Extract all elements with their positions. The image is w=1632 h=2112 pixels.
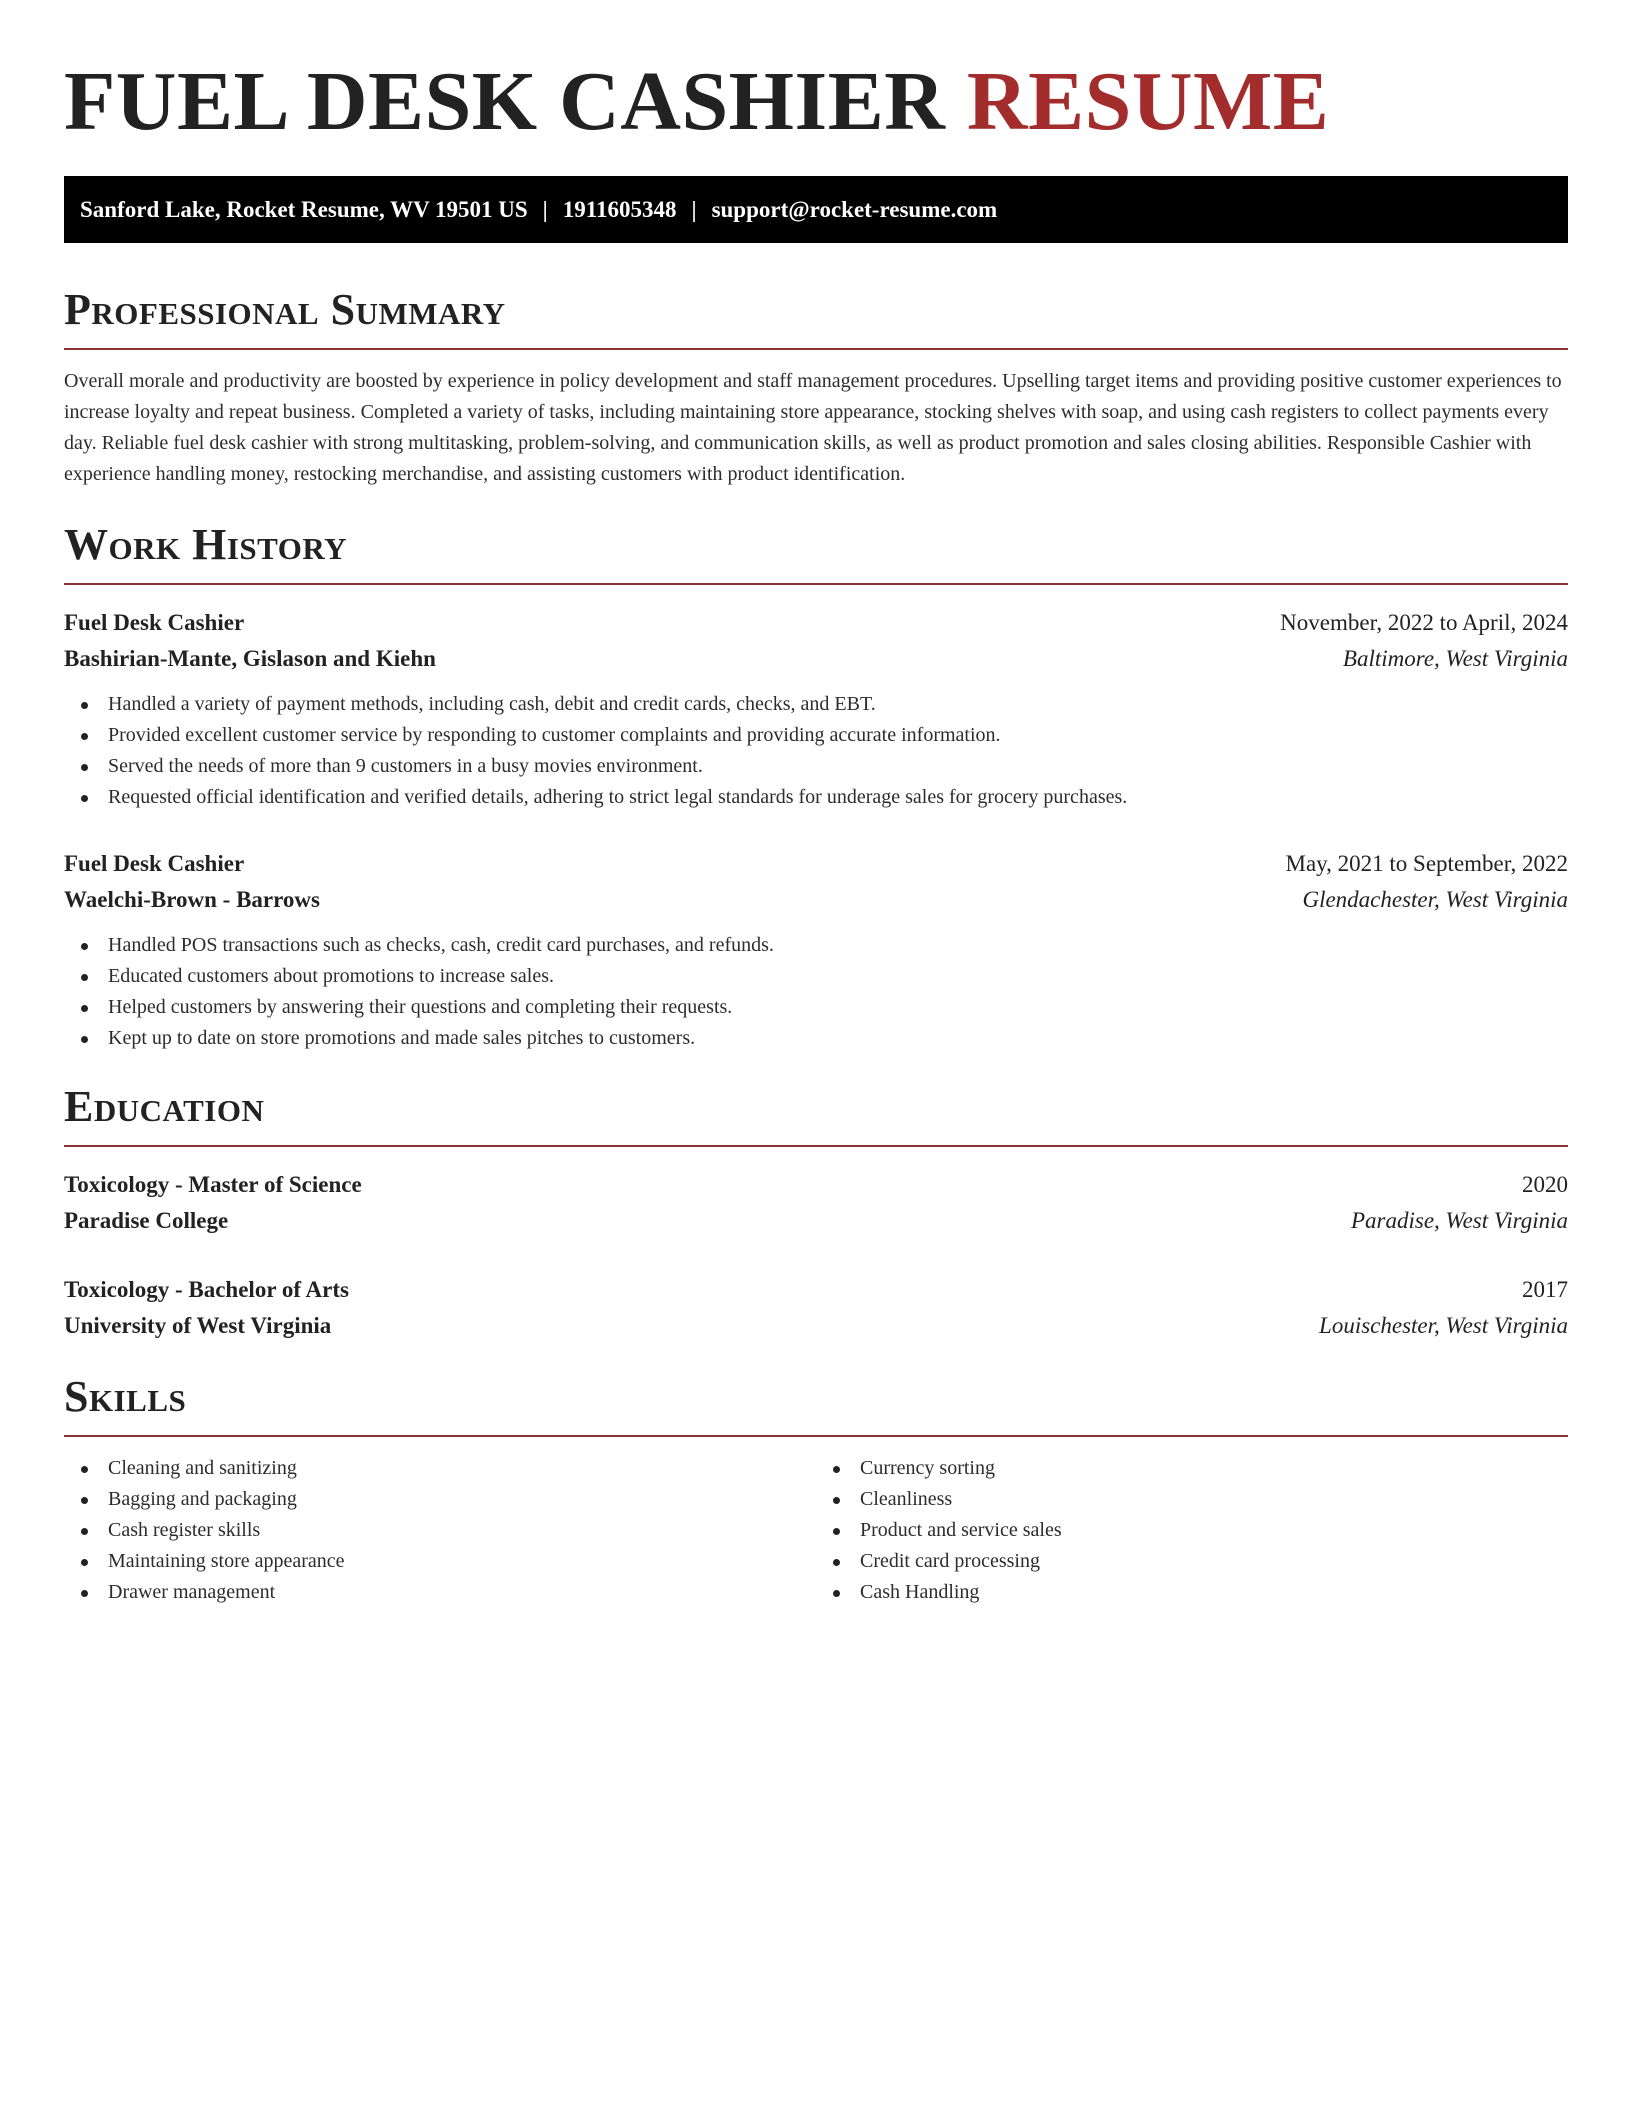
section-heading: Work History [64, 520, 348, 569]
contact-email: support@rocket-resume.com [711, 196, 998, 222]
graduation-year: 2020 [1522, 1172, 1568, 1197]
resume-title [64, 52, 1568, 152]
title-main: FUEL DESK CASHIER [64, 55, 946, 148]
skill-item: Product and service sales [816, 1515, 1568, 1546]
work-history-section [64, 517, 1568, 1054]
education-entry [64, 1272, 1568, 1344]
job-entry [64, 846, 1568, 1054]
school: University of West Virginia [64, 1313, 332, 1338]
summary-text: Overall morale and productivity are boosted by experience in policy development and staff management procedures. Upselling target items and providing positive customer experiences to increase loyalty and repeat business. Completed a variety of tasks, including maintaining store appearance, stocking shelves with soap, and using cash registers to collect payments every day. Reliable fuel desk cashier with strong multitasking, problem-solving, and communication skills, as well as product promotion and sales closing abilities. Responsible Cashier with experience handling money, restocking merchandise, and assisting customers with product identification. [64, 370, 1562, 485]
school-location: Paradise, West Virginia [1350, 1208, 1568, 1233]
list-item: Kept up to date on store promotions and made sales pitches to customers. [64, 1023, 1568, 1054]
school: Paradise College [64, 1208, 229, 1233]
contact-address: Sanford Lake, Rocket Resume, WV 19501 US [80, 196, 528, 222]
school-location: Louischester, West Virginia [1319, 1313, 1568, 1338]
contact-phone: 1911605348 [562, 196, 677, 222]
list-item: Served the needs of more than 9 customers in a busy movies environment. [64, 751, 1568, 782]
degree: Toxicology - Bachelor of Arts [64, 1277, 349, 1302]
job-dates: May, 2021 to September, 2022 [1285, 851, 1568, 876]
skills-grid [64, 1453, 1568, 1608]
education-entry [64, 1167, 1568, 1239]
section-divider [64, 348, 1568, 350]
section-divider [64, 583, 1568, 585]
job-title: Fuel Desk Cashier [64, 851, 245, 876]
job-location: Glendachester, West Virginia [1302, 887, 1568, 912]
skill-item: Drawer management [64, 1577, 816, 1608]
list-item: Requested official identification and verified details, adhering to strict legal standards for underage sales for grocery purchases. [64, 782, 1568, 813]
section-divider [64, 1435, 1568, 1437]
section-heading: Professional Summary [64, 285, 506, 334]
contact-separator: | [542, 196, 548, 222]
education-section [64, 1079, 1568, 1344]
skills-section [64, 1369, 1568, 1608]
skills-column-left [64, 1453, 816, 1608]
title-accent: RESUME [966, 55, 1330, 148]
skill-item: Maintaining store appearance [64, 1546, 816, 1577]
job-title: Fuel Desk Cashier [64, 610, 245, 635]
list-item: Provided excellent customer service by responding to customer complaints and providing accurate information. [64, 720, 1568, 751]
section-heading: Skills [64, 1372, 187, 1421]
graduation-year: 2017 [1522, 1277, 1568, 1302]
contact-bar [64, 176, 1568, 243]
skill-item: Currency sorting [816, 1453, 1568, 1484]
section-heading: Education [64, 1082, 265, 1131]
skills-column-right [816, 1453, 1568, 1608]
job-location: Baltimore, West Virginia [1342, 646, 1568, 671]
skills-list [64, 1453, 816, 1608]
skill-item: Cleanliness [816, 1484, 1568, 1515]
skill-item: Cash Handling [816, 1577, 1568, 1608]
skills-list [816, 1453, 1568, 1608]
skill-item: Cleaning and sanitizing [64, 1453, 816, 1484]
contact-separator: | [691, 196, 697, 222]
job-entry [64, 605, 1568, 813]
degree: Toxicology - Master of Science [64, 1172, 362, 1197]
list-item: Educated customers about promotions to increase sales. [64, 961, 1568, 992]
list-item: Handled POS transactions such as checks, cash, credit card purchases, and refunds. [64, 930, 1568, 961]
professional-summary-section [64, 282, 1568, 490]
job-duties-list [64, 930, 1568, 1054]
job-company: Waelchi-Brown - Barrows [64, 887, 320, 912]
job-duties-list [64, 689, 1568, 813]
list-item: Helped customers by answering their questions and completing their requests. [64, 992, 1568, 1023]
skill-item: Bagging and packaging [64, 1484, 816, 1515]
job-dates: November, 2022 to April, 2024 [1280, 610, 1568, 635]
skill-item: Cash register skills [64, 1515, 816, 1546]
job-company: Bashirian-Mante, Gislason and Kiehn [64, 646, 436, 671]
list-item: Handled a variety of payment methods, including cash, debit and credit cards, checks, and EBT. [64, 689, 1568, 720]
section-divider [64, 1145, 1568, 1147]
skill-item: Credit card processing [816, 1546, 1568, 1577]
